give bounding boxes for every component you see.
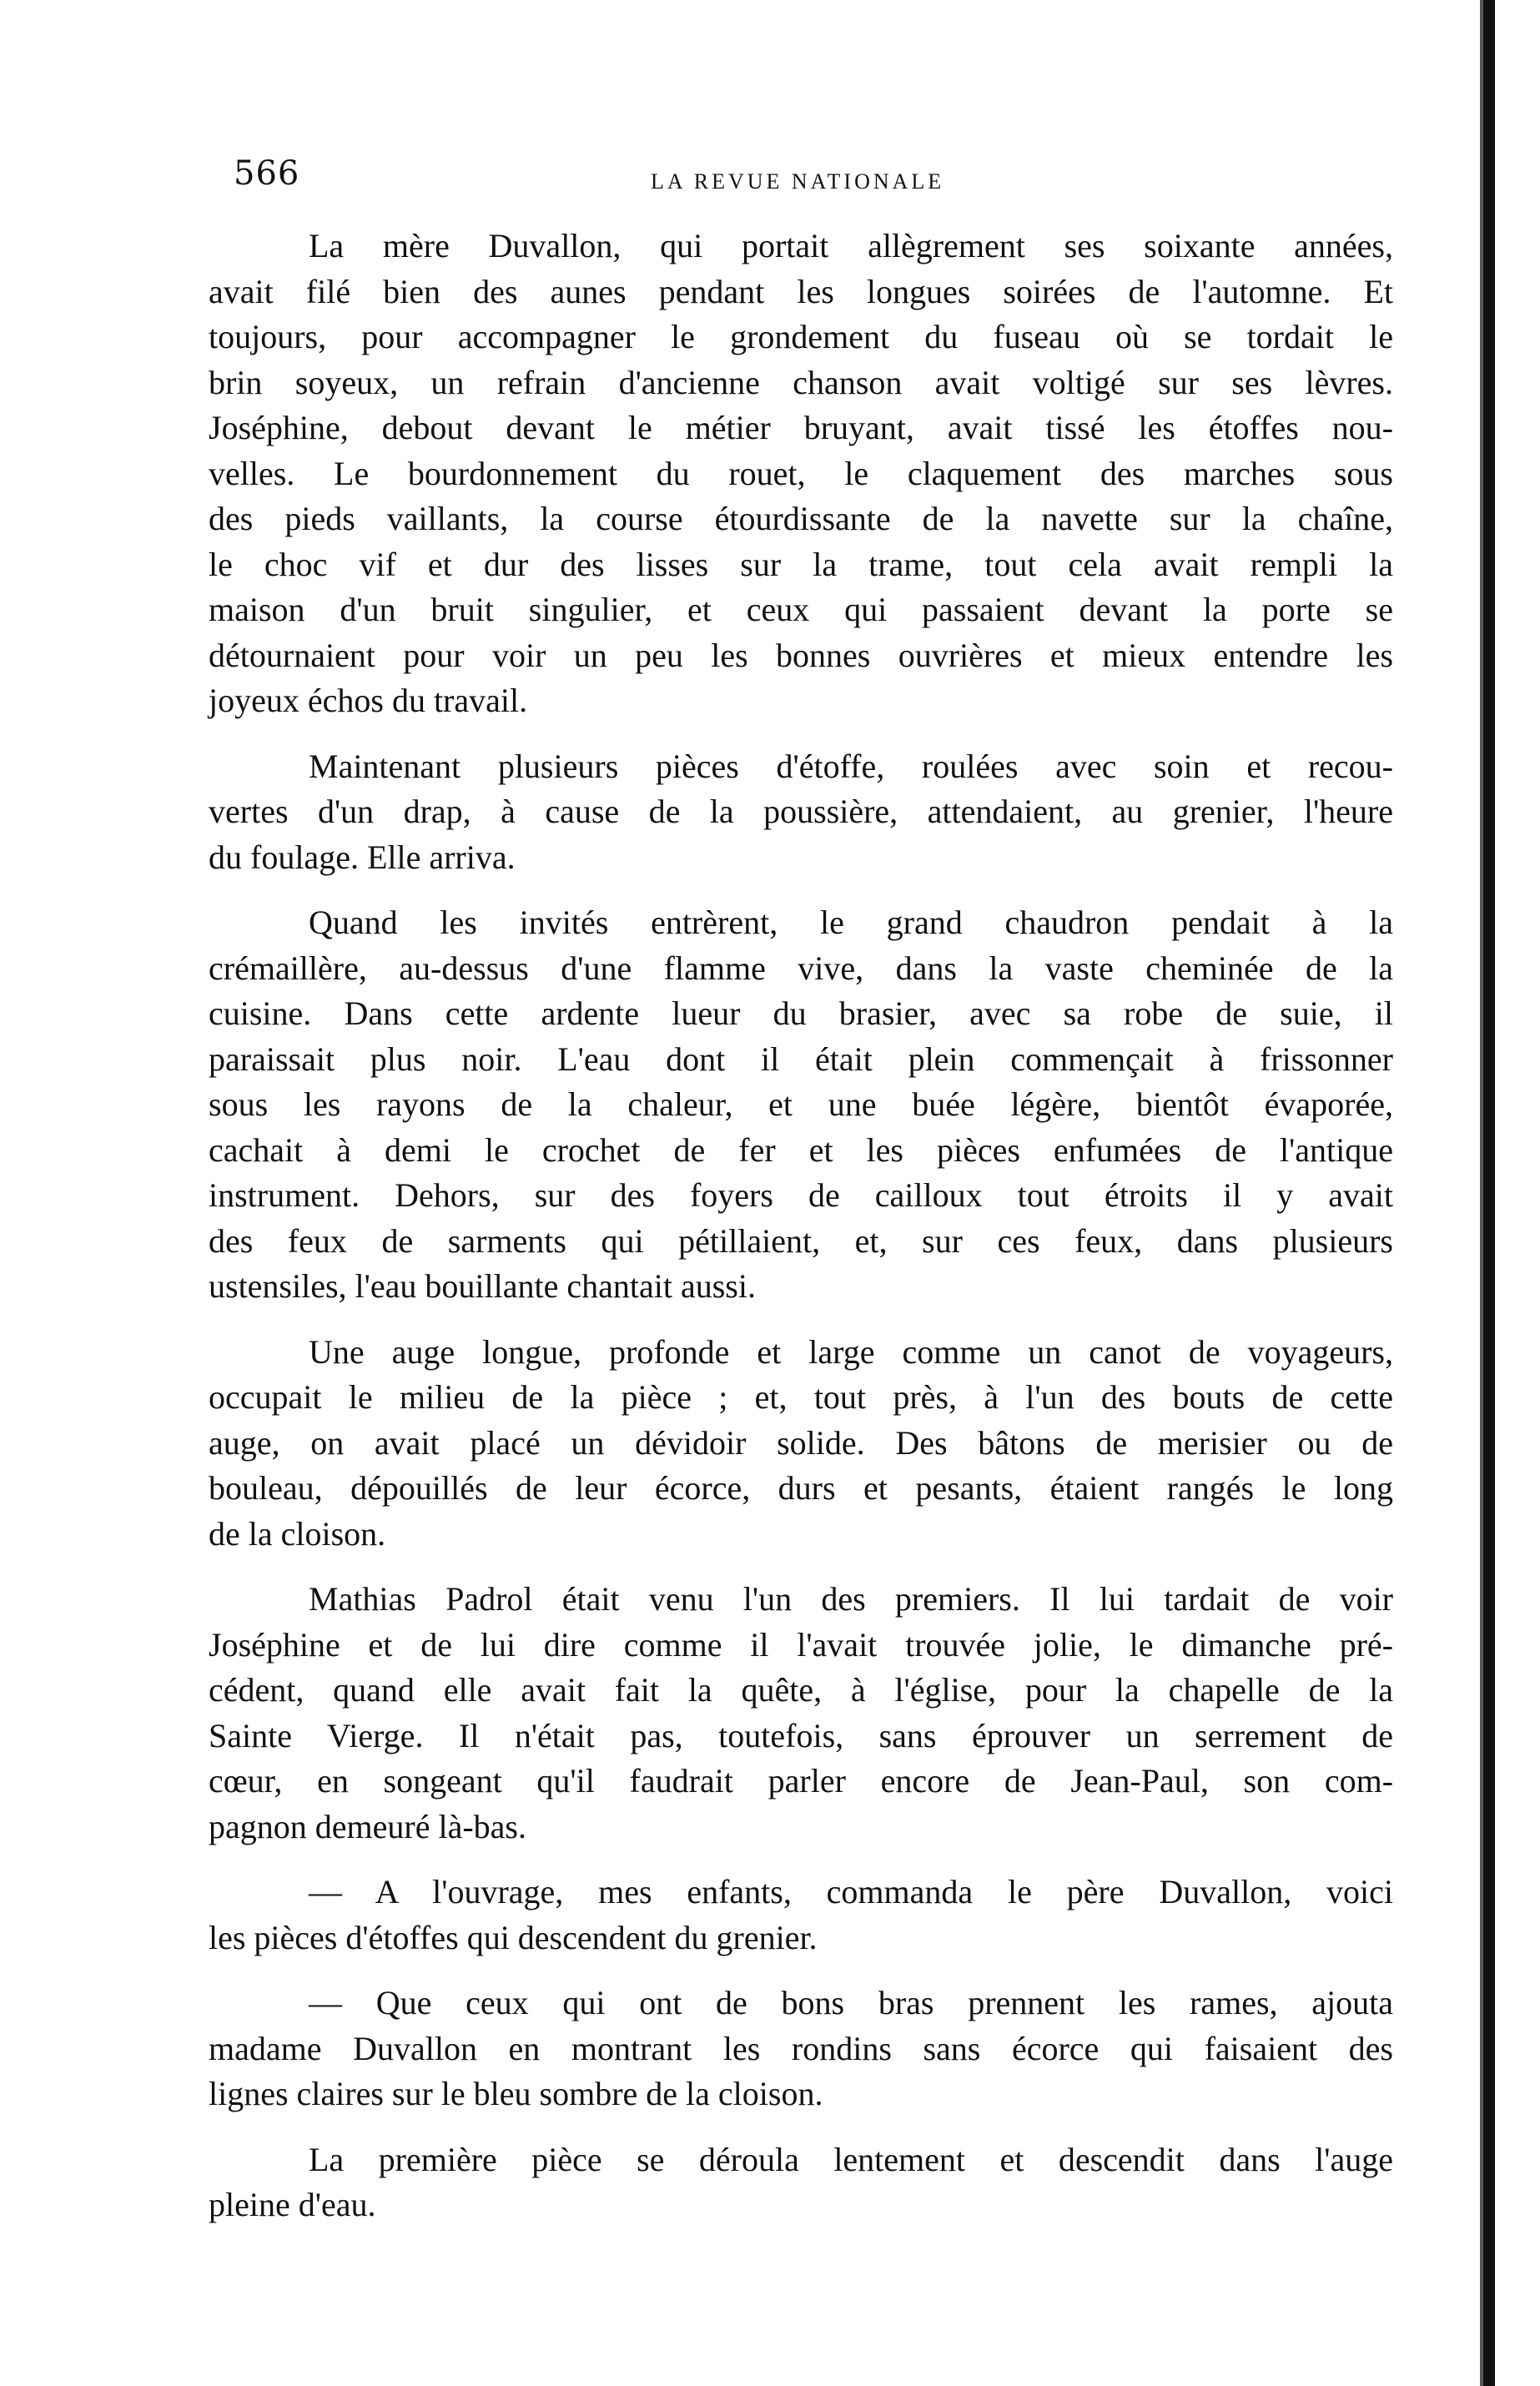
text-line: pleine d'eau. (209, 2186, 376, 2223)
text-line: maison d'un bruit singulier, et ceux qui passaient devant la porte se (209, 591, 1393, 628)
paragraph (209, 1981, 1393, 2117)
text-line: Joséphine et de lui dire comme il l'avait trouvée jolie, le dimanche pré- (209, 1625, 1393, 1664)
text-line: cachait à demi le crochet de fer et les pièces enfumées de l'antique (209, 1130, 1393, 1169)
text-line: brin soyeux, un refrain d'ancienne chanson avait voltigé sur ses lèvres. (209, 363, 1393, 401)
text-line: détournaient pour voir un peu les bonnes ouvrières et mieux entendre les (209, 636, 1393, 674)
text-line: cuisine. Dans cette ardente lueur du brasier, avec sa robe de suie, il (209, 994, 1393, 1032)
text-line: Mathias Padrol était venu l'un des premiers. Il lui tardait de voir (309, 1580, 1393, 1618)
text-line: crémaillère, au-dessus d'une flamme vive, dans la vaste cheminée de la (209, 949, 1393, 987)
text-line: lignes claires sur le bleu sombre de la cloison. (209, 2075, 823, 2112)
text-line: madame Duvallon en montrant les rondins sans écorce qui faisaient des (209, 2029, 1393, 2067)
page-number: 566 (234, 154, 300, 193)
text-line: des feux de sarments qui pétillaient, et, sur ces feux, dans plusieurs (209, 1221, 1393, 1260)
text-line: Joséphine, debout devant le métier bruyant, avait tissé les étoffes nou- (209, 409, 1393, 446)
text-line: paraissait plus noir. L'eau dont il était plein commençait à frissonner (209, 1039, 1393, 1078)
text-line: — A l'ouvrage, mes enfants, commanda le père Duvallon, voici (309, 1873, 1393, 1910)
paragraph (209, 1870, 1393, 1961)
text-line: Maintenant plusieurs pièces d'étoffe, roulées avec soin et recou- (309, 747, 1393, 785)
paragraph (209, 2137, 1393, 2228)
paragraph (209, 900, 1393, 1310)
text-line: le choc vif et dur des lisses sur la trame, tout cela avait rempli la (209, 545, 1393, 583)
text-line: La première pièce se déroula lentement et descendit dans l'auge (309, 2140, 1393, 2178)
paragraph (209, 224, 1393, 724)
text-line: La mère Duvallon, qui portait allègrement ses soixante années, (309, 227, 1393, 264)
text-line: cœur, en songeant qu'il faudrait parler encore de Jean-Paul, son com- (209, 1762, 1393, 1800)
text-line: occupait le milieu de la pièce ; et, tout près, à l'un des bouts de cette (209, 1378, 1393, 1416)
text-line: bouleau, dépouillés de leur écorce, durs et pesants, étaient rangés le long (209, 1469, 1393, 1507)
article-body (209, 224, 1393, 2248)
text-line: pagnon demeuré là-bas. (209, 1807, 526, 1845)
paragraph (209, 1577, 1393, 1850)
text-line: avait filé bien des aunes pendant les longues soirées de l'automne. Et (209, 272, 1393, 310)
text-line: joyeux échos du travail. (209, 682, 528, 719)
text-line: Une auge longue, profonde et large comme un canot de voyageurs, (309, 1332, 1393, 1371)
text-line: des pieds vaillants, la course étourdissante de la navette sur la chaîne, (209, 500, 1393, 537)
text-line: ustensiles, l'eau bouillante chantait aussi. (209, 1267, 756, 1305)
page-binding-shadow (1483, 0, 1495, 2386)
text-line: les pièces d'étoffes qui descendent du grenier. (209, 1918, 818, 1956)
paragraph (209, 1330, 1393, 1558)
text-line: instrument. Dehors, sur des foyers de cailloux tout étroits il y avait (209, 1176, 1393, 1214)
text-line: du foulage. Elle arriva. (209, 838, 516, 876)
text-line: Sainte Vierge. Il n'était pas, toutefois, sans éprouver un serrement de (209, 1716, 1393, 1754)
text-line: vertes d'un drap, à cause de la poussière, attendaient, au grenier, l'heure (209, 793, 1393, 830)
text-line: toujours, pour accompagner le grondement du fuseau où se tordait le (209, 318, 1393, 355)
text-line: de la cloison. (209, 1514, 386, 1553)
text-line: cédent, quand elle avait fait la quête, à l'église, pour la chapelle de la (209, 1671, 1393, 1709)
text-line: velles. Le bourdonnement du rouet, le claquement des marches sous (209, 454, 1393, 492)
text-line: auge, on avait placé un dévidoir solide. Des bâtons de merisier ou de (209, 1423, 1393, 1462)
page-header (234, 154, 1402, 204)
paragraph (209, 744, 1393, 881)
text-line: — Que ceux qui ont de bons bras prennent les rames, ajouta (309, 1984, 1393, 2021)
text-line: Quand les invités entrèrent, le grand chaudron pendait à la (309, 904, 1393, 941)
text-line: sous les rayons de la chaleur, et une buée légère, bientôt évaporée, (209, 1085, 1393, 1123)
running-title: LA REVUE NATIONALE (651, 169, 945, 194)
